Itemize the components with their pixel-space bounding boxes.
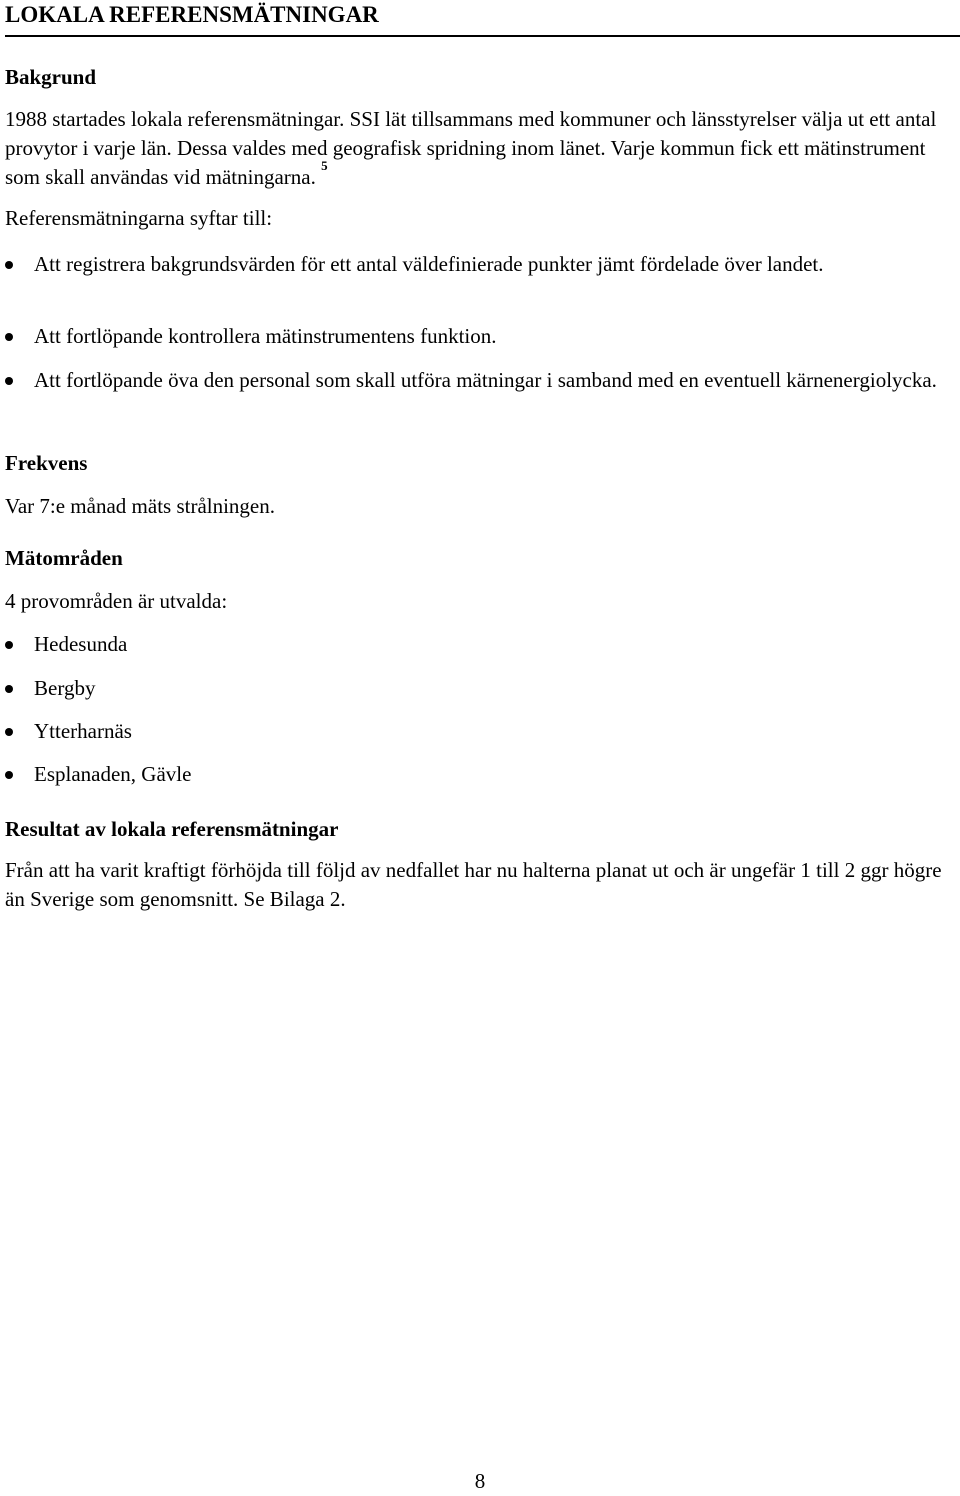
bullet-icon — [5, 377, 13, 385]
list-item-text: Att fortlöpande kontrollera mätinstrumentens funktion. — [34, 324, 497, 348]
heading-bakgrund: Bakgrund — [5, 65, 97, 89]
page-number: 8 — [474, 1469, 486, 1493]
list-item-text: Hedesunda — [34, 632, 128, 656]
list-item-text: Ytterharnäs — [34, 719, 132, 743]
title-underline-rule — [5, 35, 960, 37]
heading-frekvens: Frekvens — [5, 451, 88, 475]
bullet-icon — [5, 728, 13, 736]
bullet-icon — [5, 641, 13, 649]
bakgrund-paragraph — [5, 105, 955, 192]
bullet-icon — [5, 261, 13, 269]
list-item-text: Bergby — [34, 676, 96, 700]
list-item-text: Att fortlöpande öva den personal som skall utföra mätningar i samband med en eventuell kärnenergiolycka. — [34, 368, 937, 392]
list-item-text: Att registrera bakgrundsvärden för ett antal väldefinierade punkter jämt fördelade över landet. — [34, 252, 824, 276]
bakgrund-intro: Referensmätningarna syftar till: — [5, 206, 273, 230]
bakgrund-paragraph-text: 1988 startades lokala referensmätningar. SSI lät tillsammans med kommuner och länsstyrelser välja ut ett antal provytor i varje län. Dessa valdes med geografisk spridning inom länet. Varje kommun fick ett mätinstrument som skall användas vid mätningarna. — [5, 107, 937, 189]
bullet-icon — [5, 333, 13, 341]
heading-matomraden: Mätområden — [5, 546, 123, 570]
bullet-icon — [5, 685, 13, 693]
bullet-icon — [5, 771, 13, 779]
resultat-text: Från att ha varit kraftigt förhöjda till följd av nedfallet har nu halterna planat ut och är ungefär 1 till 2 ggr högre än Sverige som genomsnitt. Se Bilaga 2. — [5, 858, 942, 911]
frekvens-text: Var 7:e månad mäts strålningen. — [5, 494, 276, 518]
footnote-reference: 5 — [321, 158, 328, 173]
matomraden-intro: 4 provområden är utvalda: — [5, 589, 228, 613]
heading-resultat: Resultat av lokala referensmätningar — [5, 817, 339, 841]
list-item-text: Esplanaden, Gävle — [34, 762, 192, 786]
document-title: LOKALA REFERENSMÄTNINGAR — [5, 2, 379, 27]
